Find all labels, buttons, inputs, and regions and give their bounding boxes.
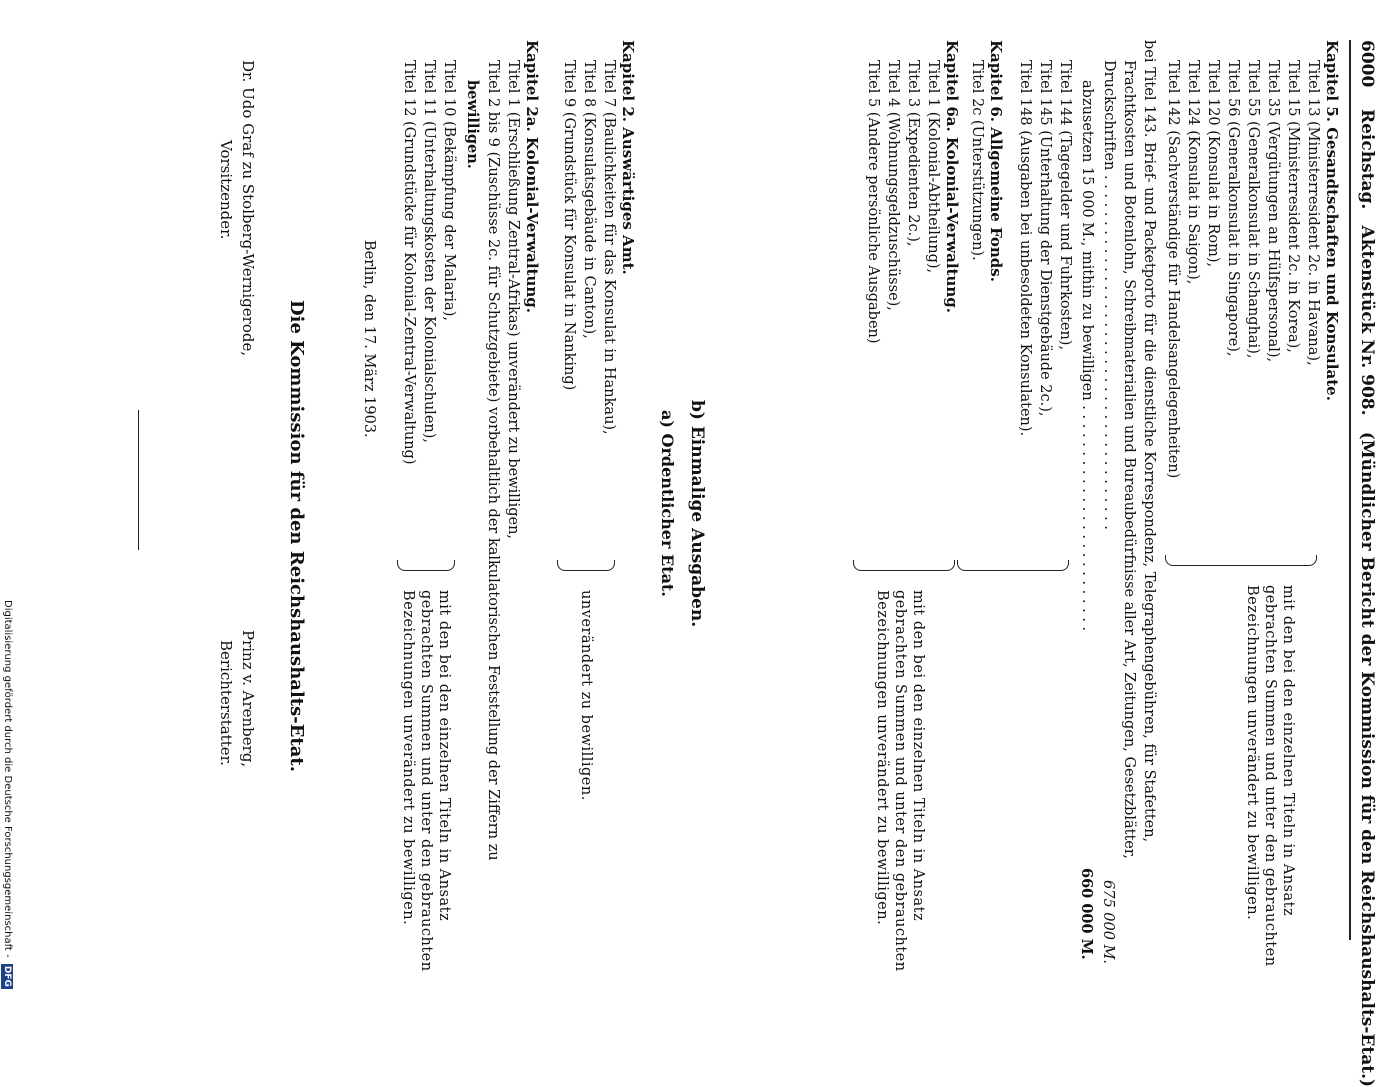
- dfg-footer: [1, 600, 13, 989]
- page-header: [1357, 40, 1377, 1087]
- header-rule: [1349, 40, 1351, 940]
- chapter-6a-titles: [861, 60, 941, 344]
- signature-left-role: Vorsitzender.: [217, 140, 235, 240]
- brace: [557, 560, 615, 571]
- chapter-6-heading: Kapitel 6. Allgemeine Fonds.: [987, 40, 1005, 282]
- section-b-subheading: a) Ordentlicher Etat.: [658, 410, 677, 597]
- decision-line: gebrachten Summen und unter den gebrauchten: [892, 590, 908, 972]
- dfg-logo: DFG: [2, 965, 12, 987]
- titel-143-line: Druckschriften . . . . . . . . . . . . . . . . . . . . . . . . . . . . . . . . . . . . . . .: [1101, 60, 1117, 530]
- signature-right-role: Berichterstatter.: [217, 640, 235, 766]
- chapter-5-decision: [1243, 585, 1297, 967]
- title-line: Titel 15 (Ministerresident 2c. in Korea),: [1285, 60, 1301, 353]
- brace: [853, 560, 955, 571]
- chapter-2-decision: unverändert zu bewilligen.: [578, 590, 594, 801]
- title-line: Titel 8 (Konsulatsgebäude in Canton),: [581, 60, 597, 339]
- title-line: Titel 4 (Wohnungsgeldzuschüsse),: [885, 60, 901, 311]
- title-line: Titel 142 (Sachverständige für Handelsangelegenheiten): [1165, 60, 1181, 479]
- abzusetzen-line: abzusetzen 15 000 M., mithin zu bewilligen . . . . . . . . . . . . . . . . . . . . . . . . .: [1079, 80, 1095, 632]
- dfg-footer-text: Digitalisierung gefördert durch die Deutsche Forschungsgemeinschaft -: [2, 600, 13, 958]
- chapter-5-titles: [1161, 60, 1321, 478]
- title-line: Titel 11 (Unterhaltungskosten der Kolonialschulen),: [421, 60, 437, 444]
- titel-143-paragraph: [1097, 40, 1157, 859]
- chapter-2-titles: [557, 60, 617, 435]
- title-line: Titel 1 (Erschließung Zentral-Afrikas) unverändert zu bewilligen,: [505, 60, 521, 540]
- title-line: Titel 120 (Konsulat in Rom),: [1205, 60, 1221, 268]
- title-line: Titel 3 (Expedienten 2c.),: [905, 60, 921, 247]
- title-line: Titel 55 (Generalkonsulat in Schanghai),: [1245, 60, 1261, 359]
- titel-143-line: Frachtkosten und Botenlohn, Schreibmaterialien und Bureaubedürfnisse aller Art, Zeitungen, Gesetzblätter,: [1121, 60, 1137, 859]
- decision-line: mit den bei den einzelnen Titeln in Ansatz: [910, 590, 926, 922]
- titel-143-line: bei Titel 143. Brief- und Packetporto für die dienstliche Korrespondenz, Telegraphengebühren, für Stafetten,: [1141, 40, 1157, 843]
- title-line: Titel 148 (Ausgaben bei unbesoldeten Konsulaten).: [1017, 60, 1033, 437]
- title-line: Titel 144 (Tagegelder und Fuhrkosten),: [1057, 60, 1073, 351]
- decision-line: gebrachten Summen und unter den gebrauchten: [418, 590, 434, 972]
- decision-line: mit den bei den einzelnen Titeln in Ansatz: [1280, 585, 1296, 917]
- chapter-2a-heading: Kapitel 2a. Kolonial-Verwaltung.: [523, 40, 541, 313]
- chapter-5-titles-2: [1013, 60, 1073, 436]
- title-line: Titel 56 (Generalkonsulat in Singapore),: [1225, 60, 1241, 357]
- title-line: Titel 10 (Bekämpfung der Malaria),: [441, 60, 457, 321]
- decision-line: gebrachten Summen und unter den gebrauchten: [1262, 585, 1278, 967]
- chapter-2a-decision: [399, 590, 453, 972]
- date-line: Berlin, den 17. März 1903.: [361, 240, 377, 438]
- title-line: bewilligen.: [464, 80, 481, 169]
- document-number: Aktenstück Nr. 908.: [1357, 225, 1377, 416]
- section-b-heading: b) Einmalige Ausgaben.: [687, 400, 707, 628]
- title-line: Titel 2 bis 9 (Zuschüsse 2c. für Schutzgebiete) vorbehaltlich der kalkulatorischen Feststellung der Ziffern zu: [485, 60, 501, 861]
- title-line: Titel 1 (Kolonial-Abtheilung),: [925, 60, 941, 274]
- decision-line: mit den bei den einzelnen Titeln in Ansatz: [436, 590, 452, 922]
- chapter-5-heading: Kapitel 5. Gesandtschaften und Konsulate.: [1323, 40, 1341, 401]
- page-number: 6000: [1357, 40, 1377, 88]
- decision-line: Bezeichnungen unverändert zu bewilligen.: [400, 590, 416, 926]
- chapter-6a-heading: Kapitel 6a. Kolonial-Verwaltung.: [943, 40, 961, 313]
- decision-line: Bezeichnungen unverändert zu bewilligen.: [1244, 585, 1260, 921]
- brace: [1165, 555, 1317, 566]
- signature-right-name: Prinz v. Arenberg,: [239, 630, 257, 768]
- commission-title: Die Kommission für den Reichshaushalts-Etat.: [286, 300, 307, 772]
- title-line: Titel 145 (Unterhaltung der Dienstgebäude 2c.),: [1037, 60, 1053, 417]
- signature-left-name: Dr. Udo Graf zu Stolberg-Wernigerode,: [239, 60, 257, 357]
- title-line: Titel 13 (Ministerresident 2c. in Havana),: [1305, 60, 1321, 366]
- title-line: Titel 9 (Grundstück für Konsulat in Nanking): [561, 60, 577, 391]
- brace: [957, 560, 1069, 571]
- title-line: Titel 7 (Baulichkeiten für das Konsulat in Hankau),: [601, 60, 617, 435]
- title-line: Titel 5 (Andere persönliche Ausgaben): [865, 60, 881, 344]
- brace: [397, 560, 455, 571]
- title-line: Titel 2c (Unterstützungen).: [969, 60, 985, 261]
- title-line: Titel 35 (Vergütungen an Hülfspersonal),: [1265, 60, 1281, 363]
- chapter-2-heading: Kapitel 2. Auswärtiges Amt.: [619, 40, 637, 275]
- title-line: Titel 12 (Grundstücke für Kolonial-Zentral-Verwaltung): [401, 60, 417, 465]
- abzusetzen-amount: 660 000 M.: [1078, 868, 1095, 960]
- titel-143-amount: 675 000 M.: [1100, 880, 1116, 965]
- chapter-2a-titles: [397, 60, 457, 464]
- closing-rule: [138, 410, 139, 550]
- chapter-6a-decision: [873, 590, 927, 972]
- decision-line: Bezeichnungen unverändert zu bewilligen.: [874, 590, 890, 926]
- publication: Reichstag.: [1357, 108, 1377, 210]
- document-title: (Mündlicher Bericht der Kommission für den Reichshaushalts-Etat.): [1357, 431, 1377, 1087]
- title-line: Titel 124 (Konsulat in Saigon),: [1185, 60, 1201, 285]
